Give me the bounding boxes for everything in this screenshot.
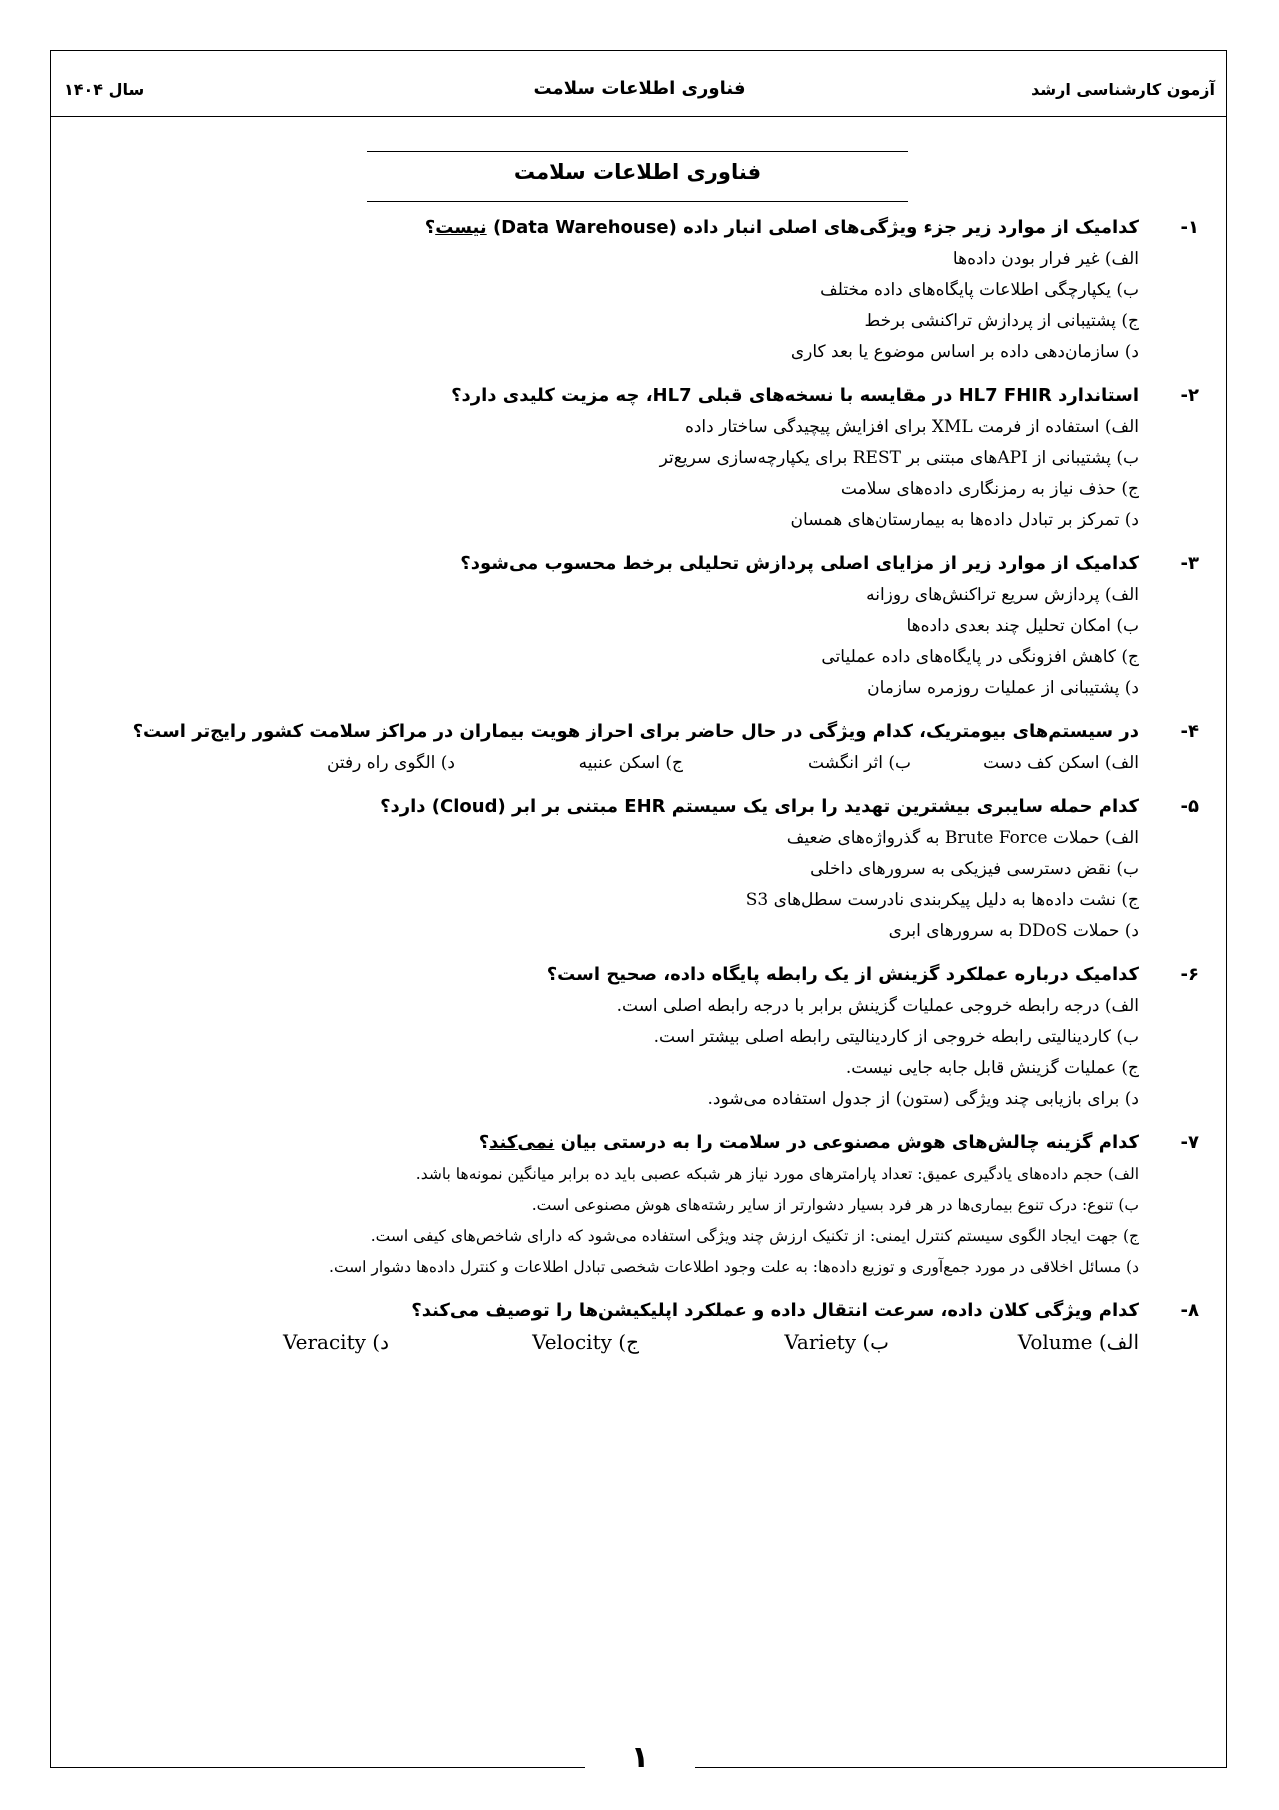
option-d: د) Veracity bbox=[283, 1330, 389, 1354]
question-number: ۲- bbox=[1180, 385, 1199, 406]
option-c: ج) کاهش افزونگی در پایگاه‌های داده عملیاتی bbox=[821, 647, 1139, 667]
option-b: ب) امکان تحلیل چند بعدی داده‌ها bbox=[906, 616, 1139, 636]
options-row bbox=[69, 1327, 1139, 1358]
option-d: د) سازمان‌دهی داده بر اساس موضوع یا بعد کاری bbox=[790, 342, 1139, 362]
question-3 bbox=[69, 548, 1199, 704]
option-b: ب) کاردینالیتی رابطه خروجی از کاردینالیتی رابطه اصلی بیشتر است. bbox=[653, 1027, 1139, 1047]
question-number: ۷- bbox=[1180, 1132, 1199, 1153]
option-c: ج) حذف نیاز به رمزنگاری داده‌های سلامت bbox=[840, 479, 1139, 499]
option-d: د) الگوی راه رفتن bbox=[326, 753, 455, 773]
exam-label: آزمون کارشناسی ارشد bbox=[1031, 80, 1215, 99]
option-d: د) تمرکز بر تبادل داده‌ها به بیمارستان‌های همسان bbox=[790, 510, 1139, 530]
option-a: الف) حجم داده‌های یادگیری عمیق: تعداد پارامترهای مورد نیاز هر شبکه عصبی باید ده برابر میانگین نمونه‌ها باشد. bbox=[415, 1165, 1139, 1183]
option-c: ج) نشت داده‌ها به دلیل پیکربندی نادرست سطل‌های S3 bbox=[745, 890, 1139, 910]
option-b: ب) Variety bbox=[784, 1330, 889, 1354]
question-number: ۶- bbox=[1180, 964, 1199, 985]
footer-rule-right bbox=[695, 1767, 1227, 1768]
question-number: ۳- bbox=[1180, 553, 1199, 574]
question-text: کدام حمله سایبری بیشترین تهدید را برای یک سیستم EHR مبتنی بر ابر (Cloud) دارد؟ bbox=[380, 796, 1139, 817]
option-c: ج) پشتیبانی از پردازش تراکنشی برخط bbox=[864, 311, 1139, 331]
option-b: ب) نقض دسترسی فیزیکی به سرورهای داخلی bbox=[810, 859, 1139, 879]
emphasis-underline: نمی‌کند bbox=[489, 1132, 555, 1153]
question-number: ۱- bbox=[1180, 217, 1199, 238]
option-a: الف) درجه رابطه خروجی عملیات گزینش برابر با درجه رابطه اصلی است. bbox=[616, 996, 1139, 1016]
option-b: ب) تنوع: درک تنوع بیماری‌ها در هر فرد بسیار دشوارتر از سایر رشته‌های هوش مصنوعی است. bbox=[531, 1196, 1139, 1214]
question-7 bbox=[69, 1127, 1199, 1283]
page-number: ۱ bbox=[630, 1740, 650, 1775]
option-d: د) برای بازیابی چند ویژگی (ستون) از جدول استفاده می‌شود. bbox=[707, 1089, 1139, 1109]
question-2 bbox=[69, 380, 1199, 536]
exam-year: سال ۱۴۰۴ bbox=[64, 80, 145, 99]
header-divider bbox=[50, 116, 1227, 117]
option-a: الف) غیر فرار بودن داده‌ها bbox=[952, 249, 1139, 269]
option-c: ج) اسکن عنبیه bbox=[578, 753, 683, 773]
title-rule-bottom bbox=[367, 201, 908, 202]
page-header bbox=[64, 72, 1215, 108]
option-d: د) پشتیبانی از عملیات روزمره سازمان bbox=[867, 678, 1139, 698]
question-8 bbox=[69, 1295, 1199, 1358]
option-a: الف) حملات Brute Force به گذرواژه‌های ضعیف bbox=[786, 828, 1139, 848]
question-list bbox=[69, 212, 1199, 1370]
option-c: ج) Velocity bbox=[532, 1330, 639, 1354]
option-c: ج) جهت ایجاد الگوی سیستم کنترل ایمنی: از تکنیک ارزش چند ویژگی استفاده می‌شود که دارای شاخص‌های کیفی است. bbox=[370, 1227, 1139, 1245]
question-number: ۵- bbox=[1180, 796, 1199, 817]
question-text: استاندارد HL7 FHIR در مقایسه با نسخه‌های قبلی HL7، چه مزیت کلیدی دارد؟ bbox=[451, 385, 1139, 406]
option-a: الف) اسکن کف دست bbox=[983, 753, 1139, 773]
option-a: الف) Volume bbox=[1017, 1330, 1139, 1354]
title-rule-top bbox=[367, 151, 908, 152]
question-4 bbox=[69, 716, 1199, 779]
question-6 bbox=[69, 959, 1199, 1115]
option-a: الف) استفاده از فرمت XML برای افزایش پیچیدگی ساختار داده bbox=[684, 417, 1139, 437]
option-b: ب) اثر انگشت bbox=[808, 753, 911, 773]
question-text: کدامیک از موارد زیر جزء ویژگی‌های اصلی انبار داده (Data Warehouse) نیست؟ bbox=[424, 217, 1139, 238]
option-b: ب) پشتیبانی از APIهای مبتنی بر REST برای یکپارچه‌سازی سریع‌تر bbox=[659, 448, 1139, 468]
question-number: ۴- bbox=[1180, 721, 1199, 742]
question-text: کدامیک از موارد زیر از مزایای اصلی پردازش تحلیلی برخط محسوب می‌شود؟ bbox=[460, 553, 1139, 574]
question-text: در سیستم‌های بیومتریک، کدام ویژگی در حال حاضر برای احراز هویت بیماران در مراکز سلامت کشور رایج‌تر است؟ bbox=[132, 721, 1139, 742]
question-5 bbox=[69, 791, 1199, 947]
option-a: الف) پردازش سریع تراکنش‌های روزانه bbox=[866, 585, 1139, 605]
question-number: ۸- bbox=[1180, 1300, 1199, 1321]
option-c: ج) عملیات گزینش قابل جابه جایی نیست. bbox=[845, 1058, 1139, 1078]
option-b: ب) یکپارچگی اطلاعات پایگاه‌های داده مختلف bbox=[820, 280, 1139, 300]
option-d: د) حملات DDoS به سرورهای ابری bbox=[888, 921, 1139, 941]
question-1 bbox=[69, 212, 1199, 368]
option-d: د) مسائل اخلاقی در مورد جمع‌آوری و توزیع داده‌ها: به علت وجود اطلاعات شخصی تبادل اطلاعات و کنترل داده‌ها دشوار است. bbox=[329, 1258, 1139, 1276]
question-text: کدام گزینه چالش‌های هوش مصنوعی در سلامت را به درستی بیان نمی‌کند؟ bbox=[478, 1132, 1139, 1153]
question-text: کدامیک درباره عملکرد گزینش از یک رابطه پایگاه داده، صحیح است؟ bbox=[546, 964, 1139, 985]
emphasis-underline: نیست bbox=[435, 217, 487, 238]
section-title: فناوری اطلاعات سلامت bbox=[513, 160, 762, 184]
question-text: کدام ویژگی کلان داده، سرعت انتقال داده و عملکرد اپلیکیشن‌ها را توصیف می‌کند؟ bbox=[411, 1300, 1139, 1321]
options-row bbox=[69, 748, 1139, 779]
header-subject: فناوری اطلاعات سلامت bbox=[533, 78, 746, 99]
footer-rule-left bbox=[50, 1767, 585, 1768]
